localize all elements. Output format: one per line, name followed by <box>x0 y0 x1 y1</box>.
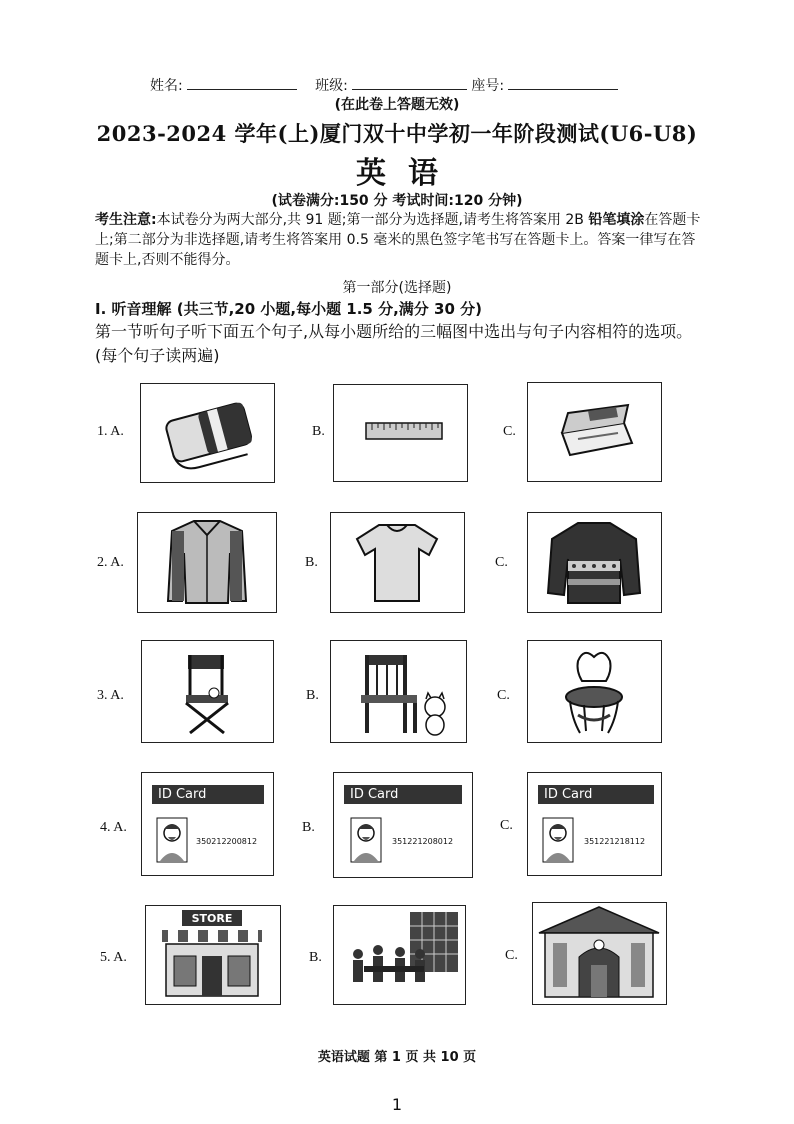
store-sign-text: STORE <box>191 912 233 925</box>
q4-label-c: C. <box>500 818 513 833</box>
q2-option-a-image <box>137 512 277 613</box>
library-icon <box>334 906 464 1003</box>
page-number: 1 <box>391 1095 403 1114</box>
q5-label-a: 5. A. <box>100 950 127 965</box>
student-info-row <box>150 75 618 95</box>
folding-chair-icon <box>142 641 272 741</box>
score-info: (试卷满分:150 分 考试时间:120 分钟) <box>271 193 523 209</box>
q4-option-a-card <box>141 772 274 876</box>
page-footer: 英语试题 第 1 页 共 10 页 <box>317 1050 477 1065</box>
q3-label-c: C. <box>497 688 510 703</box>
store-icon <box>146 906 279 1003</box>
instructions-text2: 在答题卡上;第二部分为非选择题,请考生将答案用 0.5 毫米的黑色签字笔书写在答题卡上。答案一律写在答题卡上,否则不能得分。 <box>95 212 701 268</box>
q5-option-b-image <box>333 905 466 1005</box>
seat-blank <box>508 75 618 90</box>
q2-label-b: B. <box>305 555 318 570</box>
sweater-icon <box>528 513 660 611</box>
q4-label-b: B. <box>302 820 315 835</box>
id-card-header: ID Card <box>538 785 654 804</box>
q4-option-c-card <box>527 772 662 876</box>
invalid-notice: (在此卷上答题无效) <box>334 97 460 113</box>
sub-instruction: 第一节听句子听下面五个句子,从每小题所给的三幅图中选出与句子内容相符的选项。(每个句子读两遍) <box>95 322 693 365</box>
q3-label-a: 3. A. <box>97 688 124 703</box>
id-number: 351221208012 <box>392 837 454 846</box>
name-blank <box>187 75 297 90</box>
q5-label-c: C. <box>505 948 518 963</box>
name-label: 姓名: <box>150 78 183 94</box>
id-number: 351221218112 <box>584 837 646 846</box>
q1-label-c: C. <box>503 424 516 439</box>
jacket-icon <box>138 513 275 611</box>
q1-option-a-image <box>140 383 275 483</box>
q5-label-b: B. <box>309 950 322 965</box>
section-title: I. 听音理解 (共三节,20 小题,每小题 1.5 分,满分 30 分) <box>95 300 482 318</box>
id-card-header: ID Card <box>152 785 264 804</box>
q2-option-b-image <box>330 512 465 613</box>
ornate-chair-icon <box>528 641 660 741</box>
q3-option-c-image <box>527 640 662 743</box>
instructions-lead: 考生注意: <box>95 212 157 228</box>
q1-option-c-image <box>527 382 662 482</box>
q3-option-a-image <box>141 640 274 743</box>
q2-label-c: C. <box>495 555 508 570</box>
q4-option-b-card <box>333 772 473 878</box>
subject-title: 英语 <box>356 156 460 191</box>
avatar-icon <box>542 817 574 863</box>
seat-label: 座号: <box>471 78 505 94</box>
chair-with-cat-icon <box>331 641 465 741</box>
eraser-icon <box>141 384 273 481</box>
house-icon <box>533 903 665 1003</box>
id-number: 350212200812 <box>196 837 258 846</box>
exam-title: 2023-2024 学年(上)厦门双十中学初一年阶段测试(U6-U8) <box>96 121 698 146</box>
q1-label-a: 1. A. <box>97 424 124 439</box>
class-blank <box>352 75 467 90</box>
q3-label-b: B. <box>306 688 319 703</box>
q4-label-a: 4. A. <box>100 820 127 835</box>
q1-label-b: B. <box>312 424 325 439</box>
q5-option-a-image <box>145 905 281 1005</box>
part-one-title: 第一部分(选择题) <box>342 280 452 296</box>
tshirt-icon <box>331 513 463 611</box>
avatar-icon <box>350 817 382 863</box>
q1-option-b-image <box>333 384 468 482</box>
q2-option-c-image <box>527 512 662 613</box>
instructions-text: 本试卷分为两大部分,共 91 题;第一部分为选择题,请考生将答案用 2B <box>156 212 589 228</box>
instructions-lead2: 铅笔填涂 <box>588 212 645 228</box>
q3-option-b-image <box>330 640 467 743</box>
class-label: 班级: <box>315 78 348 94</box>
ruler-icon <box>334 385 466 480</box>
q2-label-a: 2. A. <box>97 555 124 570</box>
pencil-box-icon <box>528 383 660 480</box>
q5-option-c-image <box>532 902 667 1005</box>
id-card-header: ID Card <box>344 785 462 804</box>
instructions <box>95 210 705 270</box>
avatar-icon <box>156 817 188 863</box>
